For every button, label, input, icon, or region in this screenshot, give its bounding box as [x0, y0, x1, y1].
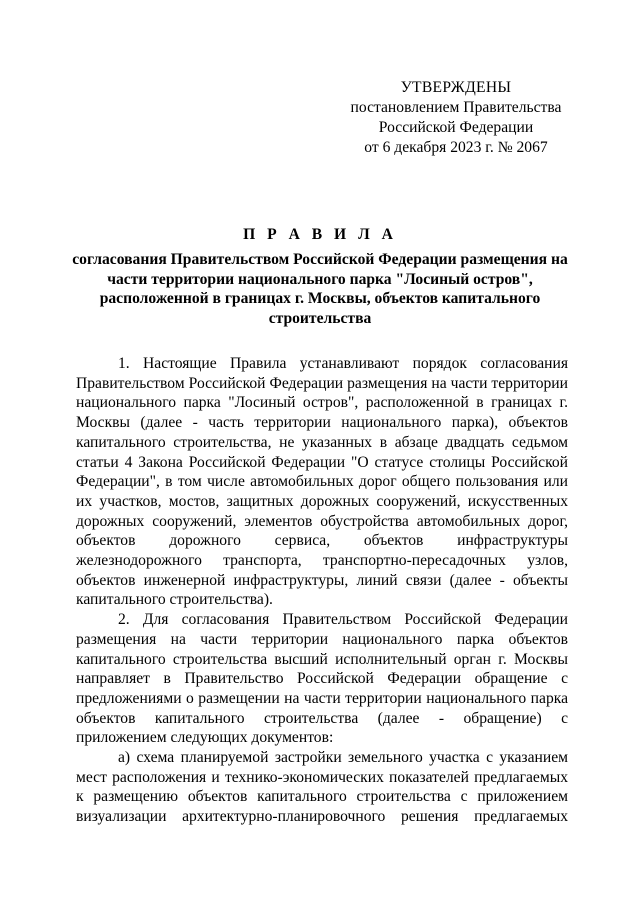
document-subtitle: согласования Правительством Российской Федерации размещения на части территории национального парка "Лосиный остров", расположенной в границах г. Москвы, объектов капитального строительства [72, 251, 568, 327]
paragraph-1: 1. Настоящие Правила устанавливают порядок согласования Правительством Российской Федерации размещения на части территории национального парка "Лосиный остров", расположенной в границах г. Москвы (далее - часть территории национального парка), объектов капитального строительства, не указанных в абзаце двадцать седьмом статьи 4 Закона Российской Федерации "О статусе столицы Российской Федерации", в том числе автомобильных дорог общего пользования или их участков, мостов, защитных дорожных сооружений, искусственных дорожных сооружений, элементов обустройства автомобильных дорог, объектов дорожного сервиса, объектов инфраструктуры железнодорожного транспорта, транспортно-пересадочных узлов, объектов инженерной инфраструктуры, линий связи (далее - объекты капитального строительства). [76, 355, 568, 609]
paragraph-2a: а) схема планируемой застройки земельного участка с указанием мест расположения и технико-экономических показателей предлагаемых к размещению объектов капитального строительства с приложением визуализации архитектурно-планировочного решения предлагаемых [76, 749, 568, 826]
document-title: П Р А В И Л А [243, 226, 397, 243]
approval-line-2: Российской Федерации [378, 119, 534, 136]
approval-title: УТВЕРЖДЕНЫ [400, 79, 512, 96]
approval-line-1: постановлением Правительства [350, 99, 562, 116]
approval-stamp [338, 78, 574, 158]
paragraph-2: 2. Для согласования Правительством Российской Федерации размещения на части территории национального парка объектов капитального строительства высший исполнительный орган г. Москвы направляет в Правительство Российской Федерации обращение с предложениями о размещении на части территории национального парка объектов капитального строительства (далее - обращение) с приложением следующих документов: [76, 611, 568, 747]
approval-line-3: от 6 декабря 2023 г. № 2067 [364, 139, 548, 156]
document-body [76, 354, 568, 827]
